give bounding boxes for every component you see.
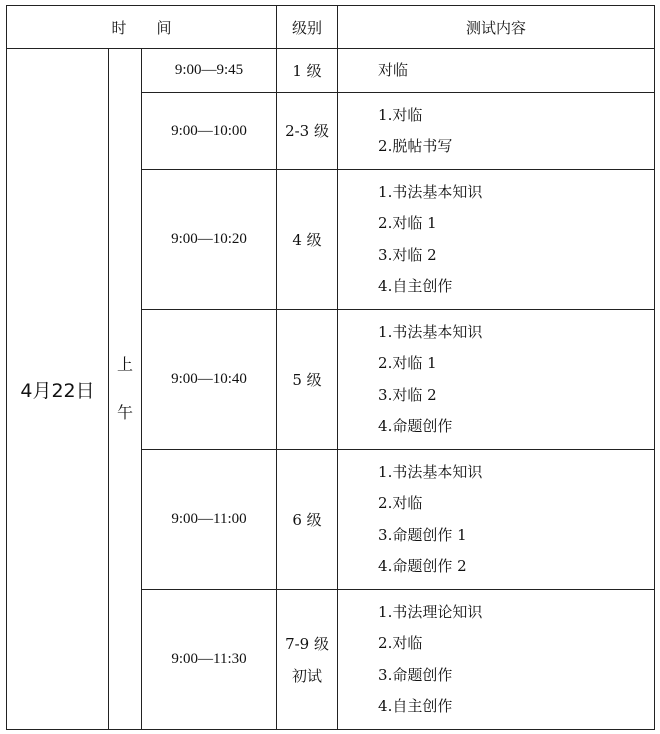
content-item: 对临: [378, 60, 409, 79]
level-cell: [277, 450, 338, 590]
level-text: 初试: [292, 666, 323, 685]
content-item: 1.书法基本知识: [378, 462, 483, 481]
level-cell: [277, 49, 338, 93]
content-item: 1.书法基本知识: [378, 322, 483, 341]
content-cell: [338, 49, 655, 93]
content-item: 3.对临 2: [378, 245, 437, 264]
content-item: 4.命题创作 2: [378, 557, 467, 575]
content-cell: [338, 590, 655, 730]
period-char: 午: [116, 403, 133, 422]
content-item: 2.对临: [378, 634, 423, 652]
content-item: 4.命题创作: [378, 417, 453, 435]
content-item: 1.书法基本知识: [378, 182, 483, 201]
content-item: 1.书法理论知识: [378, 602, 483, 621]
content-item: 2.对临 1: [378, 354, 437, 372]
content-cell: [338, 310, 655, 450]
content-item: 2.对临: [378, 494, 423, 512]
content-item: 2.脱帖书写: [378, 137, 453, 155]
time-cell: 9:00—11:00: [142, 450, 277, 590]
schedule-table: [6, 5, 655, 730]
time-cell: 9:00—9:45: [142, 49, 277, 93]
content-item: 3.对临 2: [378, 385, 437, 404]
time-cell: 9:00—10:20: [142, 170, 277, 310]
content-cell: [338, 170, 655, 310]
header-row: [7, 6, 655, 49]
content-item: 3.命题创作 1: [378, 525, 467, 544]
level-cell: [277, 93, 338, 170]
content-item: 2.对临 1: [378, 214, 437, 232]
time-cell: 9:00—11:30: [142, 590, 277, 730]
time-cell: 9:00—10:00: [142, 93, 277, 170]
time-cell: 9:00—10:40: [142, 310, 277, 450]
level-text: 7-9 级: [285, 634, 329, 653]
content-item: 3.命题创作: [378, 665, 453, 684]
content-item: 4.自主创作: [378, 697, 453, 715]
level-text: 4 级: [292, 230, 322, 249]
content-cell: [338, 450, 655, 590]
level-text: 2-3 级: [285, 122, 329, 140]
content-item: 4.自主创作: [378, 277, 453, 295]
date-cell: 4月22日: [7, 49, 109, 730]
header-time: 时 间: [7, 6, 277, 49]
level-text: 1 级: [292, 61, 322, 80]
level-cell: [277, 590, 338, 730]
level-text: 5 级: [292, 370, 322, 389]
table-row: [7, 49, 655, 93]
period-cell: [109, 49, 142, 730]
header-level: 级别: [277, 6, 338, 49]
content-cell: [338, 93, 655, 170]
period-char: 上: [116, 355, 133, 374]
level-cell: [277, 310, 338, 450]
header-content: 测试内容: [338, 6, 655, 49]
content-item: 1.对临: [378, 105, 423, 124]
level-cell: [277, 170, 338, 310]
level-text: 6 级: [292, 510, 322, 529]
